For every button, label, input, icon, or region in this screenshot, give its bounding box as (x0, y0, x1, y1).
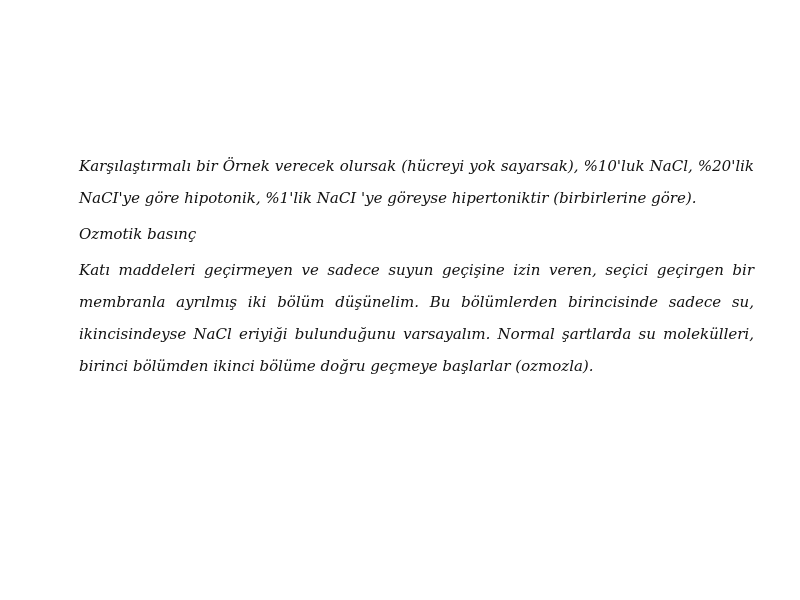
section-heading-osmotic-pressure: Ozmotik basınç (79, 225, 197, 243)
paragraph-osmosis: Katı maddeleri geçirmeyen ve sadece suyun geçişine izin veren, seçici geçirgen bir membranla ayrılmış iki bölüm düşünelim. Bu bölümlerden birincisinde sadece su, ikincisindeyse NaCl eriyiği bulunduğunu varsayalım. Normal şartlarda su molekülleri, birinci bölümden ikinci bölüme doğru geçmeye başlarlar (ozmozla). (79, 261, 754, 375)
paragraph-comparison: Karşılaştırmalı bir Örnek verecek olursak (hücreyi yok sayarsak), %10'luk NaCl, %20'lik NaCI'ye göre hipotonik, %1'lik NaCI 'ye göreyse hipertoniktir (birbirlerine göre). (79, 157, 754, 207)
document-body (79, 150, 754, 386)
